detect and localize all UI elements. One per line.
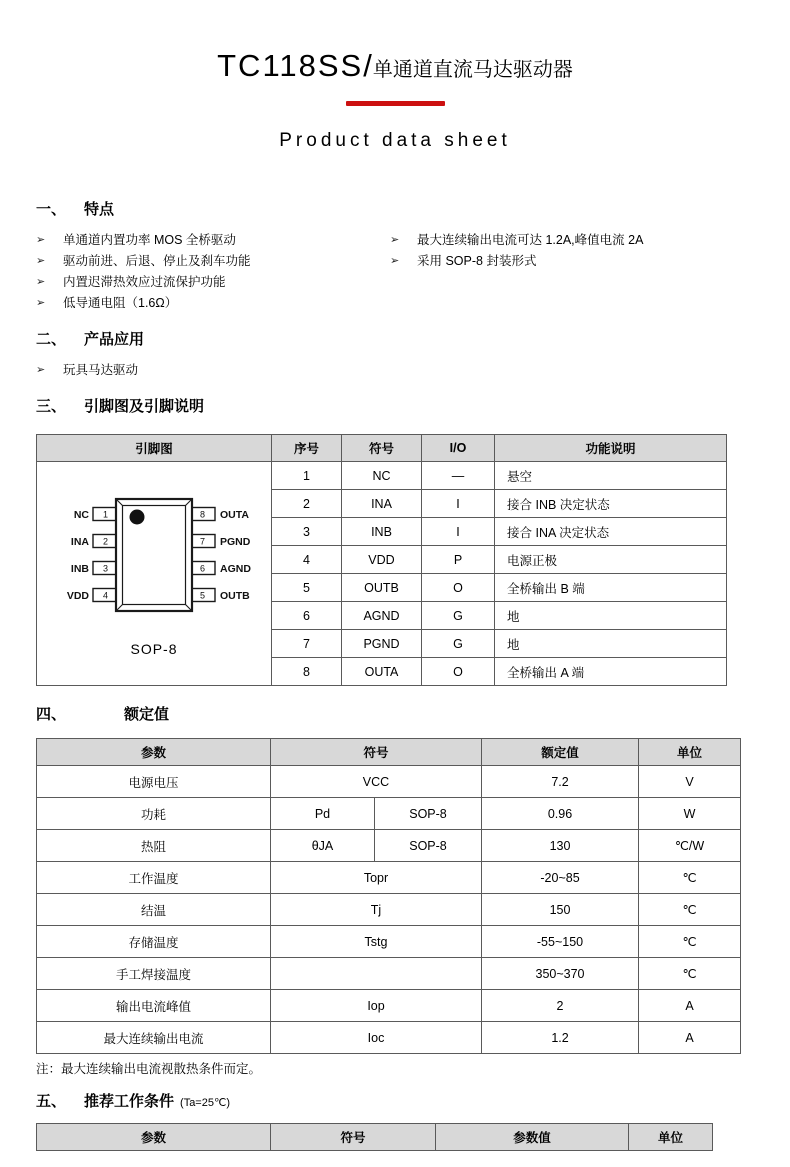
application-list (36, 360, 790, 381)
pin-package-diagram (37, 462, 272, 686)
list-item-label: 最大连续输出电流可达 1.2A,峰值电流 2A (417, 233, 644, 247)
cell-symbol: θJA (271, 830, 375, 862)
part-number: TC118SS (217, 48, 364, 83)
cell-symbol: Iop (271, 990, 482, 1022)
cell-unit: ℃ (639, 862, 741, 894)
bullet-arrow-icon: ➢ (36, 276, 46, 288)
cell-pin-no: 2 (272, 490, 342, 518)
list-item-label: 单通道内置功率 MOS 全桥驱动 (63, 233, 236, 247)
section-heading-conditions (36, 1090, 790, 1111)
cell-pin-no: 5 (272, 574, 342, 602)
table-row (37, 798, 741, 830)
section-title: 产品应用 (84, 331, 145, 348)
cell-pin-symbol: NC (342, 462, 422, 490)
section-number: 四、 (36, 706, 67, 723)
accent-divider (346, 101, 445, 106)
svg-text:7: 7 (199, 536, 206, 547)
recommended-conditions-table (36, 1123, 713, 1151)
bullet-arrow-icon: ➢ (36, 234, 46, 246)
bullet-arrow-icon: ➢ (36, 255, 46, 267)
title-slash: / (363, 48, 373, 83)
cell-parameter: 结温 (37, 894, 271, 926)
cell-pin-symbol: OUTB (342, 574, 422, 602)
list-item (36, 360, 790, 381)
column-header-unit: 单位 (629, 1124, 713, 1151)
list-item (36, 293, 790, 314)
cell-pin-symbol: PGND (342, 630, 422, 658)
cell-parameter: 最大连续输出电流 (37, 1022, 271, 1054)
section-heading-ratings (36, 703, 790, 724)
cell-parameter: 热阻 (37, 830, 271, 862)
cell-pin-desc: 悬空 (495, 462, 727, 490)
cell-value: 1.2 (482, 1022, 639, 1054)
section-subtitle: (Ta=25℃) (180, 1097, 230, 1109)
cell-parameter: 存储温度 (37, 926, 271, 958)
cell-unit: A (639, 1022, 741, 1054)
cell-symbol-package: SOP-8 (375, 830, 482, 862)
pin-description-table (36, 434, 727, 686)
column-header-parameter: 参数 (37, 739, 271, 766)
cell-unit: A (639, 990, 741, 1022)
svg-text:NC: NC (73, 509, 89, 521)
cell-unit: V (639, 766, 741, 798)
cell-pin-desc: 地 (495, 630, 727, 658)
svg-text:OUTA: OUTA (220, 509, 249, 521)
column-header-rating: 额定值 (482, 739, 639, 766)
cell-symbol: Pd (271, 798, 375, 830)
svg-text:5: 5 (199, 590, 206, 601)
cell-parameter: 输出电流峰值 (37, 990, 271, 1022)
cell-pin-desc: 电源正极 (495, 546, 727, 574)
svg-text:AGND: AGND (220, 563, 251, 575)
sop8-svg (56, 494, 252, 630)
section-heading-application (36, 328, 790, 349)
svg-text:1: 1 (102, 509, 109, 520)
cell-pin-symbol: INA (342, 490, 422, 518)
section-title: 引脚图及引脚说明 (84, 398, 205, 415)
section-heading-pinout (36, 395, 790, 416)
section-number: 三、 (36, 398, 67, 415)
cell-pin-desc: 全桥输出 B 端 (495, 574, 727, 602)
table-row (37, 990, 741, 1022)
table-header-row (37, 1124, 713, 1151)
svg-text:6: 6 (199, 563, 206, 574)
cell-pin-io: — (422, 462, 495, 490)
cell-pin-io: O (422, 658, 495, 686)
cell-pin-symbol: AGND (342, 602, 422, 630)
features-list (36, 230, 790, 314)
cell-value: -55~150 (482, 926, 639, 958)
table-row (37, 766, 741, 798)
column-header-unit: 单位 (639, 739, 741, 766)
cell-unit: ℃ (639, 958, 741, 990)
cell-pin-desc: 接合 INA 决定状态 (495, 518, 727, 546)
cell-value: 2 (482, 990, 639, 1022)
cell-unit: W (639, 798, 741, 830)
title-block (0, 0, 790, 152)
bullet-arrow-icon: ➢ (390, 234, 400, 246)
table-row (37, 462, 727, 490)
column-header-pin-diagram: 引脚图 (37, 435, 272, 462)
cell-value: 130 (482, 830, 639, 862)
svg-text:INA: INA (70, 536, 89, 548)
cell-pin-no: 4 (272, 546, 342, 574)
table-row (37, 958, 741, 990)
table-row (37, 862, 741, 894)
cell-pin-symbol: INB (342, 518, 422, 546)
cell-pin-desc: 全桥输出 A 端 (495, 658, 727, 686)
cell-value: 150 (482, 894, 639, 926)
cell-value: -20~85 (482, 862, 639, 894)
cell-pin-io: I (422, 490, 495, 518)
list-item-label: 采用 SOP-8 封装形式 (417, 254, 537, 268)
column-header-io: I/O (422, 435, 495, 462)
table-header-row (37, 435, 727, 462)
cell-symbol: VCC (271, 766, 482, 798)
cell-pin-io: G (422, 630, 495, 658)
features-list-column-2 (390, 230, 643, 272)
svg-text:INB: INB (70, 563, 89, 575)
svg-text:2: 2 (102, 536, 109, 547)
table-row (37, 926, 741, 958)
cell-pin-io: P (422, 546, 495, 574)
cell-pin-io: I (422, 518, 495, 546)
cell-unit: ℃ (639, 894, 741, 926)
cell-symbol (271, 958, 482, 990)
cell-pin-no: 7 (272, 630, 342, 658)
page-subtitle: Product data sheet (279, 130, 511, 151)
table-row (37, 894, 741, 926)
cell-parameter: 电源电压 (37, 766, 271, 798)
column-header-no: 序号 (272, 435, 342, 462)
column-header-symbol: 符号 (271, 1124, 436, 1151)
cell-pin-no: 8 (272, 658, 342, 686)
list-item-label: 低导通电阻（1.6Ω） (63, 296, 178, 310)
svg-text:OUTB: OUTB (220, 590, 250, 602)
cell-pin-desc: 接合 INB 决定状态 (495, 490, 727, 518)
cell-parameter: 手工焊接温度 (37, 958, 271, 990)
bullet-arrow-icon: ➢ (390, 255, 400, 267)
cell-symbol: Ioc (271, 1022, 482, 1054)
table-row (37, 830, 741, 862)
cell-value: 350~370 (482, 958, 639, 990)
package-label: SOP-8 (130, 641, 178, 657)
product-name-cn: 单通道直流马达驱动器 (372, 59, 573, 81)
cell-unit: ℃/W (639, 830, 741, 862)
column-header-symbol: 符号 (342, 435, 422, 462)
cell-pin-no: 1 (272, 462, 342, 490)
cell-pin-no: 6 (272, 602, 342, 630)
section-title: 额定值 (124, 706, 170, 723)
table-header-row (37, 739, 741, 766)
list-item-label: 内置迟滞热效应过流保护功能 (63, 275, 226, 289)
bullet-arrow-icon: ➢ (36, 297, 46, 309)
svg-text:3: 3 (102, 563, 109, 574)
list-item (390, 230, 643, 251)
cell-symbol: Topr (271, 862, 482, 894)
sop8-drawing (37, 480, 271, 667)
section-number: 二、 (36, 331, 67, 348)
bullet-arrow-icon: ➢ (36, 364, 46, 376)
svg-text:PGND: PGND (220, 536, 251, 548)
ratings-note: 注：最大连续输出电流视散热条件而定。 (36, 1062, 262, 1076)
cell-parameter: 功耗 (37, 798, 271, 830)
cell-pin-symbol: OUTA (342, 658, 422, 686)
table-row (37, 1022, 741, 1054)
list-item-label: 玩具马达驱动 (63, 363, 139, 377)
cell-pin-io: G (422, 602, 495, 630)
cell-pin-symbol: VDD (342, 546, 422, 574)
ratings-table (36, 738, 741, 1054)
cell-parameter: 工作温度 (37, 862, 271, 894)
svg-text:4: 4 (102, 590, 109, 601)
cell-symbol: Tj (271, 894, 482, 926)
cell-pin-desc: 地 (495, 602, 727, 630)
column-header-function: 功能说明 (495, 435, 727, 462)
section-title: 特点 (84, 201, 115, 218)
svg-text:VDD: VDD (66, 590, 89, 602)
cell-symbol: Tstg (271, 926, 482, 958)
list-item-label: 驱动前进、后退、停止及刹车功能 (63, 254, 251, 268)
column-header-symbol: 符号 (271, 739, 482, 766)
cell-pin-no: 3 (272, 518, 342, 546)
cell-value: 0.96 (482, 798, 639, 830)
section-number: 五、 (36, 1093, 67, 1110)
cell-symbol-package: SOP-8 (375, 798, 482, 830)
list-item (390, 251, 643, 272)
section-number: 一、 (36, 201, 67, 218)
list-item (36, 272, 790, 293)
column-header-value: 参数值 (436, 1124, 629, 1151)
section-title: 推荐工作条件 (84, 1093, 175, 1110)
cell-value: 7.2 (482, 766, 639, 798)
section-heading-features (36, 198, 790, 219)
page-title (0, 48, 790, 84)
column-header-parameter: 参数 (37, 1124, 271, 1151)
svg-text:8: 8 (199, 509, 206, 520)
cell-pin-io: O (422, 574, 495, 602)
cell-unit: ℃ (639, 926, 741, 958)
